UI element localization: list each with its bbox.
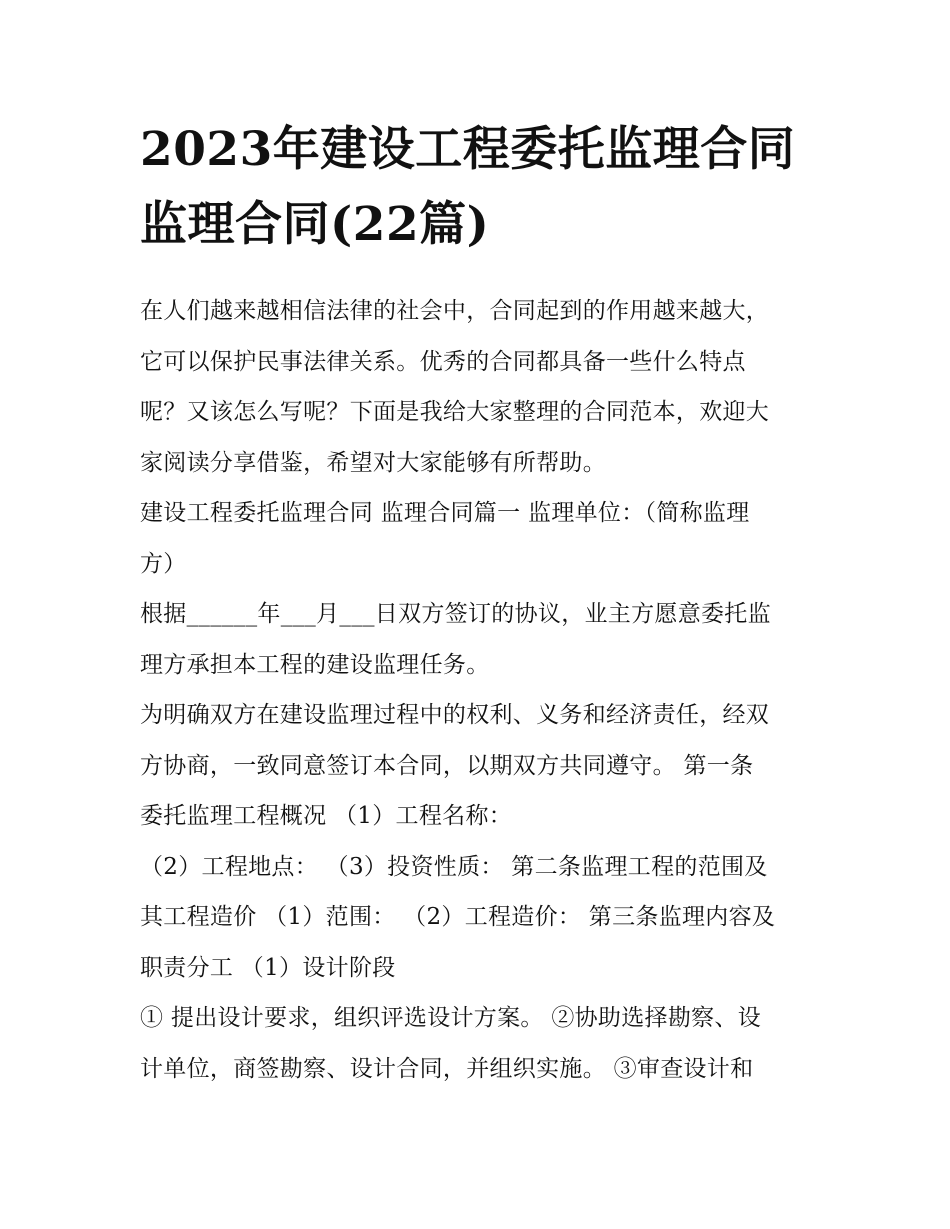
title-line-2: 监理合同(22篇) — [140, 197, 490, 252]
text-line: 其工程造价 （1）范围： （2）工程造价： 第三条监理内容及 — [140, 904, 776, 930]
paragraph-articles-two-three — [140, 842, 820, 994]
text-line: 家阅读分享借鉴，希望对大家能够有所帮助。 — [140, 449, 606, 476]
text-line: 它可以保护民事法律关系。优秀的合同都具备一些什么特点 — [140, 348, 746, 375]
paragraph-design-stage — [140, 993, 820, 1094]
title-line-1: 2023年建设工程委托监理合同 — [140, 122, 796, 177]
document-page — [140, 112, 820, 1094]
text-line: （2）工程地点： （3）投资性质： 第二条监理工程的范围及 — [140, 853, 768, 880]
paragraph-article-one — [140, 690, 820, 842]
paragraph-contract-heading — [140, 488, 820, 589]
text-line: 计单位，商签勘察、设计合同，并组织实施。 ③审查设计和 — [140, 1055, 754, 1082]
document-title — [140, 112, 820, 262]
text-line: 在人们越来越相信法律的社会中，合同起到的作用越来越大， — [140, 298, 770, 324]
text-line: ① 提出设计要求，组织评选设计方案。 ②协助选择勘察、设 — [140, 1005, 762, 1031]
paragraph-intro — [140, 286, 820, 488]
text-line: 委托监理工程概况 （1）工程名称： — [140, 803, 513, 829]
text-line: 方协商，一致同意签订本合同，以期双方共同遵守。 第一条 — [140, 752, 754, 779]
paragraph-agreement — [140, 589, 820, 690]
text-line: 方） — [140, 550, 187, 577]
text-line: 为明确双方在建设监理过程中的权利、义务和经济责任，经双 — [140, 702, 770, 728]
text-line: 呢？又该怎么写呢？下面是我给大家整理的合同范本，欢迎大 — [140, 399, 770, 425]
text-line: 职责分工 （1）设计阶段 — [140, 954, 396, 981]
text-line: 根据______年___月___日双方签订的协议，业主方愿意委托监 — [140, 601, 771, 627]
text-line: 理方承担本工程的建设监理任务。 — [140, 651, 490, 678]
text-line: 建设工程委托监理合同 监理合同篇一 监理单位：（简称监理 — [140, 500, 750, 526]
